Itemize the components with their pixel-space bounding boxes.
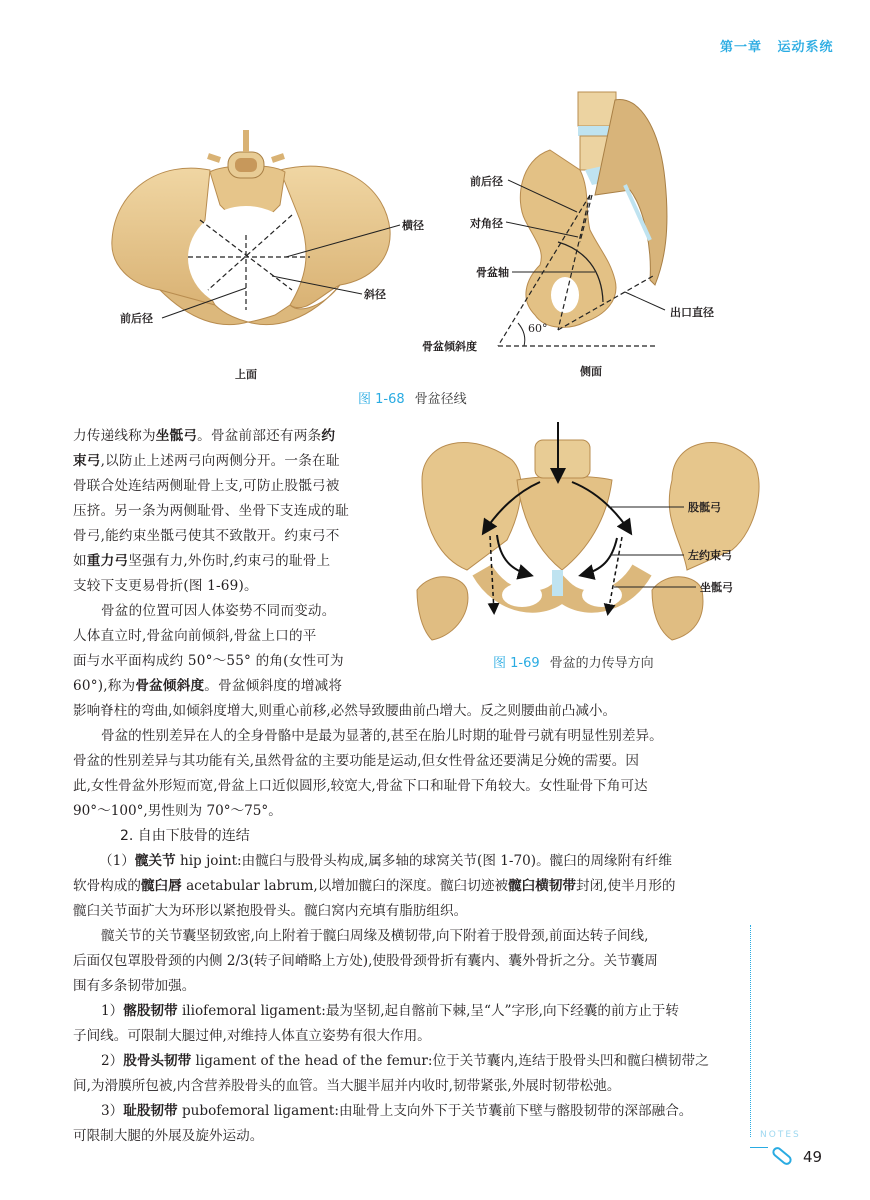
p3-line-2: 骨盆的性别差异与其功能有关,虽然骨盆的主要功能是运动,但女性骨盆还要满足分娩的需要。因 xyxy=(73,753,639,769)
bold-term: 髂股韧带 xyxy=(123,1003,178,1019)
p2-line-5: 影响脊柱的弯曲,如倾斜度增大,则重心前移,必然导致腰曲前凸增大。反之则腰曲前凸减小。 xyxy=(73,703,617,719)
label-diagonal: 对角径 xyxy=(470,217,503,230)
p3-line-3: 此,女性骨盆外形短而宽,骨盆上口近似圆形,较宽大,骨盆下口和耻骨下角较大。女性耻骨下角可达 xyxy=(73,778,648,794)
top-view-caption: 上面 xyxy=(235,368,257,381)
wide-text-column xyxy=(73,699,763,1149)
chapter-title: 运动系统 xyxy=(777,40,834,55)
bold-term: 束弓 xyxy=(73,453,101,469)
bold-term: 髋关节 xyxy=(134,853,176,869)
pencil-icon xyxy=(770,1145,794,1167)
figure-title: 骨盆径线 xyxy=(414,392,467,407)
text-run: ligament of the head of the femur:位于关节囊内,连结于股骨头凹和髋臼横韧带之 xyxy=(191,1053,709,1069)
text-run: 1） xyxy=(101,1003,124,1019)
chapter-number: 第一章 xyxy=(720,40,763,55)
figure-title: 骨盆的力传导方向 xyxy=(549,656,654,671)
text-run: pubofemoral ligament:由耻骨上支向外下于关节囊前下壁与髂股韧带的深部融合。 xyxy=(177,1103,693,1119)
text-run: 软骨构成的 xyxy=(73,878,141,894)
p4-line-2 xyxy=(73,874,763,899)
p3-line-4: 90°～100°,男性则为 70°～75°。 xyxy=(73,803,282,819)
label-outlet: 出口直径 xyxy=(670,306,714,319)
label-ischial-arch: 坐骶弓 xyxy=(700,581,733,594)
label-left-restraint-arch: 左约束弓 xyxy=(688,549,732,562)
text-run: （1） xyxy=(99,853,135,869)
p5-line-3: 围有多条韧带加强。 xyxy=(73,978,196,994)
label-angle: 60° xyxy=(528,322,548,335)
label-side-ap: 前后径 xyxy=(470,175,503,188)
figure-1-68-caption xyxy=(358,388,467,407)
angle-arc xyxy=(518,323,525,346)
bold-term: 重力弓 xyxy=(86,553,129,569)
section-heading: 2. 自由下肢骨的连结 xyxy=(120,828,250,844)
p2-line-1: 骨盆的位置可因人体姿势不同而变动。 xyxy=(101,603,336,619)
obturator-foramen xyxy=(551,277,579,313)
text-run: 如 xyxy=(73,553,87,569)
text-run: iliofemoral ligament:最为坚韧,起自髂前下棘,呈“人”字形,向下经囊的前方止于转 xyxy=(177,1003,679,1019)
text-run: 。骨盆前部还有两条 xyxy=(197,428,322,444)
lumbar-vertebra xyxy=(535,440,590,478)
label-transverse: 横径 xyxy=(402,219,424,232)
label-ap-diameter: 前后径 xyxy=(120,312,153,325)
notes-label: NOTES xyxy=(760,1130,801,1140)
p6-line-1 xyxy=(73,999,763,1024)
text-run: 60°),称为 xyxy=(73,678,136,694)
running-header xyxy=(720,36,844,55)
bold-term: 耻股韧带 xyxy=(123,1103,178,1119)
left-femur xyxy=(417,577,468,640)
figure-1-68-top-view xyxy=(100,90,440,390)
text-run: 2） xyxy=(101,1053,124,1069)
vertebra-canal xyxy=(235,158,257,172)
p1-line-5: 骨弓,能约束坐骶弓使其不致散开。约束弓不 xyxy=(73,528,340,544)
text-run: 。骨盆倾斜度的增减将 xyxy=(204,678,343,694)
side-view-caption: 侧面 xyxy=(580,365,602,378)
p8-line-2: 可限制大腿的外展及旋外运动。 xyxy=(73,1128,264,1144)
bold-term: 约 xyxy=(321,428,336,444)
p5-line-2: 后面仅包罩股骨颈的内侧 2/3(转子间嵴略上方处),使股骨颈骨折有囊内、囊外骨折之分。关节囊周 xyxy=(73,953,658,969)
narrow-text-column xyxy=(73,424,413,699)
text-run: acetabular labrum,以增加髋臼的深度。髋臼切迹被 xyxy=(181,878,509,894)
notes-rule xyxy=(750,1147,768,1148)
bold-term: 坐骶弓 xyxy=(155,428,198,444)
p7-line-1 xyxy=(73,1049,763,1074)
p1-line-2 xyxy=(73,449,413,474)
figure-number: 图 1-69 xyxy=(493,656,540,671)
label-oblique: 斜径 xyxy=(364,288,386,301)
label-pelvic-axis: 骨盆轴 xyxy=(476,266,509,279)
p1-line-7: 支较下支更易骨折(图 1-69)。 xyxy=(73,578,258,594)
leader-outlet xyxy=(625,292,665,310)
p2-line-4 xyxy=(73,674,413,699)
text-run: 封闭,使半月形的 xyxy=(576,878,676,894)
text-run: ,以防止上述两弓向两侧分开。一条在耻 xyxy=(100,453,340,469)
p7-line-2: 间,为滑膜所包被,内含营养股骨头的血管。当大腿半屈并内收时,韧带紧张,外展时韧带松弛。 xyxy=(73,1078,621,1094)
bold-term: 骨盆倾斜度 xyxy=(135,678,205,694)
bold-term: 髋臼唇 xyxy=(140,878,182,894)
sacrum xyxy=(517,476,612,570)
pubic-symphysis xyxy=(552,570,563,596)
p2-line-2: 人体直立时,骨盆向前倾斜,骨盆上口的平 xyxy=(73,628,317,644)
figure-number: 图 1-68 xyxy=(358,392,405,407)
p1-line-6 xyxy=(73,549,413,574)
text-run: 坚强有力,外伤时,约束弓的耻骨上 xyxy=(128,553,331,569)
text-run: hip joint:由髋臼与股骨头构成,属多轴的球窝关节(图 1-70)。髋臼的周缘附有纤维 xyxy=(175,853,673,869)
p1-line-3: 骨联合处连结两侧耻骨上支,可防止股骶弓被 xyxy=(73,478,340,494)
figure-1-69 xyxy=(412,420,792,645)
bold-term: 股骨头韧带 xyxy=(123,1053,192,1069)
p3-line-1: 骨盆的性别差异在人的全身骨骼中是最为显著的,甚至在胎儿时期的耻骨弓就有明显性别差异。 xyxy=(101,728,663,744)
figure-1-68-side-view xyxy=(420,90,740,390)
p5-line-1: 髋关节的关节囊坚韧致密,向上附着于髋臼周缘及横韧带,向下附着于股骨颈,前面达转子间线, xyxy=(101,928,649,944)
notes-margin-line xyxy=(750,925,751,1137)
p4-line-1 xyxy=(73,849,763,874)
bold-term: 髋臼横韧带 xyxy=(508,878,577,894)
figure-1-69-caption xyxy=(493,652,654,671)
text-run: 力传递线称为 xyxy=(73,428,156,444)
p8-line-1 xyxy=(73,1099,763,1124)
p2-line-3: 面与水平面构成约 50°～55° 的角(女性可为 xyxy=(73,653,344,669)
p6-line-2: 子间线。可限制大腿过伸,对维持人体直立姿势有很大作用。 xyxy=(73,1028,431,1044)
label-femoral-arch: 股骶弓 xyxy=(688,501,721,514)
p4-line-3: 髋臼关节面扩大为环形以紧抱股骨头。髋臼窝内充填有脂肪组织。 xyxy=(73,903,468,919)
label-inclination: 骨盆倾斜度 xyxy=(422,340,477,353)
p1-line-1 xyxy=(73,424,413,449)
page-number: 49 xyxy=(803,1148,823,1166)
left-obturator xyxy=(502,583,542,607)
right-femur xyxy=(652,577,703,640)
p1-line-4: 压挤。另一条为两侧耻骨、坐骨下支连成的耻 xyxy=(73,503,349,519)
text-run: 3） xyxy=(101,1103,124,1119)
